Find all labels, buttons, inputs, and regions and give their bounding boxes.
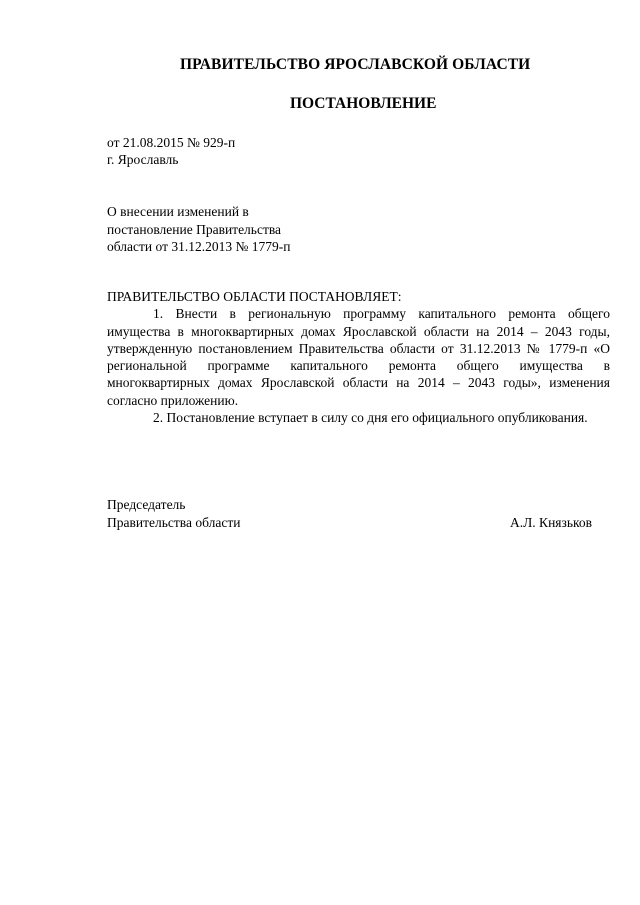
subject-line: постановление Правительства xyxy=(107,221,282,237)
city: г. Ярославль xyxy=(107,152,179,167)
government-title: ПРАВИТЕЛЬСТВО ЯРОСЛАВСКОЙ ОБЛАСТИ xyxy=(180,56,531,73)
date-number: от 21.08.2015 № 929-п xyxy=(107,135,236,150)
body-item-1: 1. Внести в региональную программу капитального ремонта общего имущества в многоквартирных домах Ярославской области на 2014 – 2043 годы, утвержденную постановлением Правительства области от 31.12.2013 № 1779-п «О региональной программе капитального ремонта общего имущества в многоквартирных домах Ярославской области на 2014 – 2043 годы», изменения согласно приложению. xyxy=(107,306,610,408)
subject-line: О внесении изменений в xyxy=(107,204,249,219)
signature-block xyxy=(107,496,592,531)
signature-row xyxy=(107,514,592,532)
document-body xyxy=(107,288,610,426)
signer-position-line2: Правительства области xyxy=(107,514,241,530)
subject-line: области от 31.12.2013 № 1779-п xyxy=(107,239,291,254)
document-type: ПОСТАНОВЛЕНИЕ xyxy=(290,95,437,112)
document-meta xyxy=(107,134,235,168)
decree-statement: ПРАВИТЕЛЬСТВО ОБЛАСТИ ПОСТАНОВЛЯЕТ: xyxy=(107,289,402,304)
signer-name: А.Л. Князьков xyxy=(510,514,592,530)
document-subject xyxy=(107,203,347,256)
signer-position-line1: Председатель xyxy=(107,497,186,512)
body-item-2: 2. Постановление вступает в силу со дня его официального опубликования. xyxy=(153,410,588,426)
